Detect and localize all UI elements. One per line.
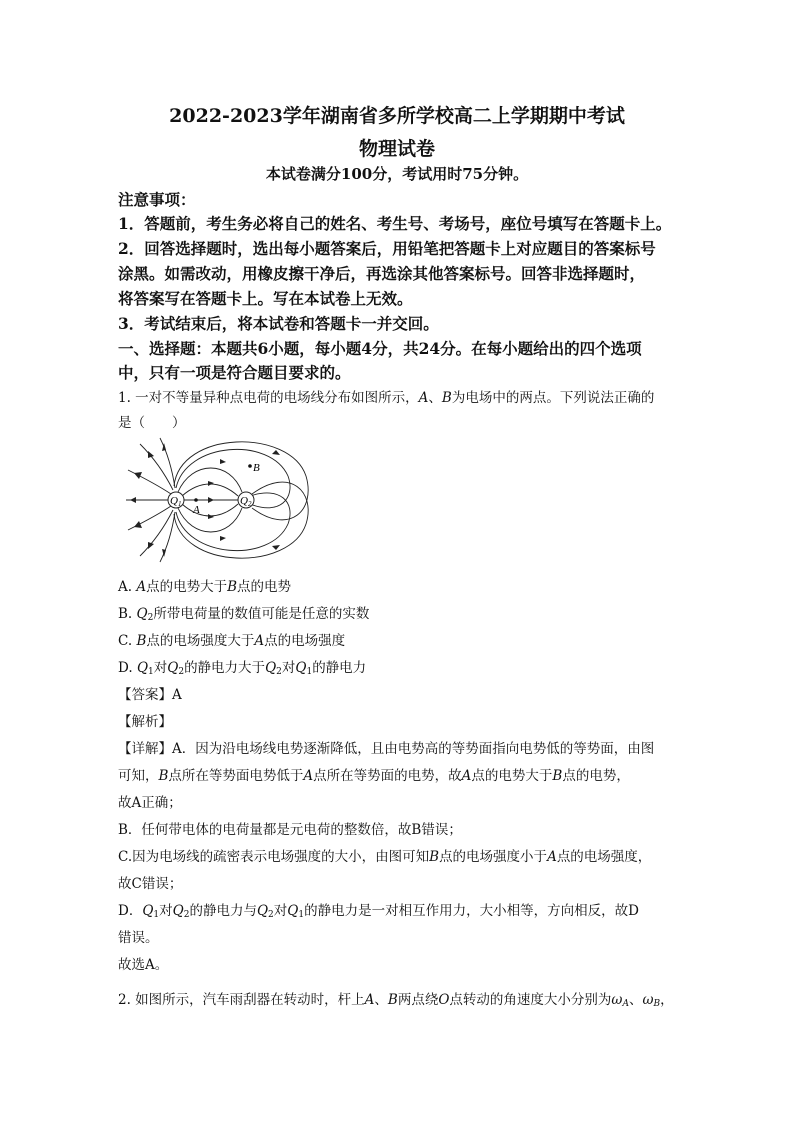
q1-point-b: B bbox=[441, 390, 452, 406]
detail-var: B bbox=[552, 768, 563, 784]
q1-option-b bbox=[118, 602, 369, 623]
option-var: Q bbox=[136, 606, 148, 622]
detail-text: 点的电势， bbox=[562, 768, 630, 784]
field-line bbox=[140, 444, 173, 490]
option-text: 所带电荷量的数值可能是任意的实数 bbox=[153, 606, 370, 622]
detail-text: 点的电势大于 bbox=[471, 768, 553, 784]
q2-text: ， bbox=[660, 992, 674, 1008]
q1-detail-line-8: 错误。 bbox=[118, 930, 159, 946]
q2-var: A bbox=[364, 992, 375, 1008]
note-2-line-2: 涂黑。如需改动，用橡皮擦干净后，再选涂其他答案标号。回答非选择题时， bbox=[118, 264, 646, 283]
notes-heading: 注意事项： bbox=[118, 190, 196, 209]
detail-text: 可知， bbox=[118, 768, 159, 784]
label-a: A bbox=[193, 504, 200, 516]
arrow-head bbox=[208, 481, 214, 486]
detail-text: 点所在等势面电势低于 bbox=[168, 768, 304, 784]
option-letter: D. bbox=[118, 660, 137, 676]
option-letter: A. bbox=[118, 579, 137, 595]
field-line bbox=[128, 506, 171, 530]
q1-detail-line-4: B．任何带电体的电荷量都是元电荷的整数倍，故B错误； bbox=[118, 822, 462, 838]
detail-text: 点所在等势面的电势，故 bbox=[313, 768, 462, 784]
q2-text: 2. 如图所示，汽车雨刮器在转动时，杆上 bbox=[118, 992, 365, 1008]
q2-var: B bbox=[387, 992, 398, 1008]
detail-text: 对 bbox=[273, 903, 288, 919]
question-2-stem bbox=[118, 988, 674, 1009]
arrow-head bbox=[148, 542, 154, 549]
q1-sep: 、 bbox=[428, 390, 442, 406]
arrow-head bbox=[220, 536, 226, 541]
arrow-head bbox=[134, 472, 142, 479]
q2-text: 点转动的角速度大小分别为 bbox=[449, 992, 612, 1008]
q1-point-a: A bbox=[418, 390, 429, 406]
q1-answer: 【答案】A bbox=[118, 687, 182, 703]
detail-text: C.因为电场线的疏密表示电场强度的大小，由图可知 bbox=[118, 849, 430, 865]
detail-text: 的静电力与 bbox=[189, 903, 257, 919]
option-text: 点的电势 bbox=[237, 579, 292, 595]
label-q2: Q2 bbox=[240, 495, 252, 508]
question-1-stem-line-2: 是（ ） bbox=[118, 415, 186, 431]
detail-text: 对 bbox=[159, 903, 173, 919]
arrow-head bbox=[148, 451, 154, 458]
field-line bbox=[178, 468, 242, 492]
detail-sub: 1 bbox=[298, 910, 305, 920]
q1-detail-line-3: 故A正确； bbox=[118, 795, 182, 811]
detail-sub: 1 bbox=[153, 910, 160, 920]
detail-var: A bbox=[461, 768, 472, 784]
q1-detail-line-7 bbox=[118, 899, 639, 920]
arrow-head bbox=[208, 514, 214, 519]
detail-var: Q bbox=[142, 903, 154, 919]
option-sub: 1 bbox=[306, 667, 313, 677]
section-heading-line-2: 中，只有一项是符合题目要求的。 bbox=[118, 363, 351, 382]
field-line bbox=[176, 493, 290, 551]
detail-var: A bbox=[547, 849, 557, 865]
option-sub: 2 bbox=[178, 667, 185, 677]
option-letter: C. bbox=[118, 633, 137, 649]
q1-stem-text: 1. 一对不等量异种点电荷的电场线分布如图所示， bbox=[118, 390, 419, 406]
q1-conclusion: 故选A。 bbox=[118, 957, 169, 973]
option-var: Q bbox=[136, 660, 149, 676]
arrow-head bbox=[130, 497, 136, 503]
option-sub: 2 bbox=[147, 613, 154, 623]
exam-title: 2022-2023学年湖南省多所学校高二上学期期中考试 bbox=[169, 105, 625, 127]
q1-detail-line-5 bbox=[118, 845, 651, 865]
arrow-head bbox=[208, 497, 214, 503]
q1-option-d bbox=[118, 656, 366, 677]
question-1-stem bbox=[118, 386, 654, 406]
q1-option-a bbox=[118, 575, 291, 595]
q1-stem-rest: 为电场中的两点。下列说法正确的 bbox=[451, 390, 655, 406]
field-line bbox=[140, 510, 173, 556]
q2-text: 两点绕 bbox=[397, 992, 439, 1008]
note-2-line-1: 2．回答选择题时，选出每小题答案后，用铅笔把答题卡上对应题目的答案标号 bbox=[118, 239, 656, 258]
detail-var: B bbox=[429, 849, 440, 865]
option-var: B bbox=[227, 579, 238, 595]
option-text: 对 bbox=[281, 660, 296, 676]
field-line bbox=[178, 508, 242, 532]
q1-analysis-heading: 【解析】 bbox=[118, 714, 172, 730]
option-sub: 1 bbox=[148, 667, 154, 677]
option-text: 对 bbox=[153, 660, 168, 676]
omega-sub: B bbox=[653, 999, 661, 1009]
option-text: 点的电场强度 bbox=[264, 633, 346, 649]
option-var: Q bbox=[295, 660, 307, 676]
option-sub: 2 bbox=[276, 667, 282, 677]
arrow-head bbox=[134, 521, 142, 528]
detail-text: 点的电场强度， bbox=[556, 849, 652, 865]
detail-text: 的静电力是一对相互作用力，大小相等，方向相反，故D bbox=[304, 903, 639, 919]
exam-info: 本试卷满分100分，考试用时75分钟。 bbox=[265, 165, 529, 183]
detail-var: B bbox=[158, 768, 169, 784]
q1-option-c bbox=[118, 629, 345, 649]
field-line bbox=[182, 484, 238, 496]
option-var: Q bbox=[167, 660, 179, 676]
q1-detail-line-1: 【详解】A．因为沿电场线电势逐渐降低，且由电势高的等势面指向电势低的等势面，由图 bbox=[118, 741, 655, 757]
option-text: 点的电势大于 bbox=[146, 579, 228, 595]
arrow-head bbox=[220, 459, 226, 464]
field-lines bbox=[126, 438, 308, 562]
note-2-line-3: 将答案写在答题卡上。写在本试卷上无效。 bbox=[118, 289, 413, 308]
q2-var: O bbox=[438, 992, 450, 1008]
detail-text: D． bbox=[118, 903, 143, 919]
omega-symbol: ω bbox=[642, 992, 654, 1008]
q1-detail-line-2 bbox=[118, 764, 630, 784]
omega-symbol: ω bbox=[611, 992, 623, 1008]
option-var: Q bbox=[265, 660, 277, 676]
q2-text: 、 bbox=[374, 992, 388, 1008]
detail-var: Q bbox=[287, 903, 299, 919]
point-b-dot bbox=[248, 464, 252, 468]
arrow-head bbox=[272, 450, 280, 455]
electric-field-diagram bbox=[120, 436, 320, 566]
option-var: A bbox=[136, 579, 147, 595]
option-var: A bbox=[254, 633, 265, 649]
detail-var: Q bbox=[172, 903, 184, 919]
field-line bbox=[176, 449, 290, 507]
omega-sub: A bbox=[622, 999, 629, 1009]
option-text: 的静电力 bbox=[312, 660, 367, 676]
q1-detail-line-6: 故C错误； bbox=[118, 876, 183, 892]
section-heading-line-1: 一、选择题：本题共6小题，每小题4分，共24分。在每小题给出的四个选项 bbox=[118, 339, 642, 358]
subject-title: 物理试卷 bbox=[358, 138, 435, 160]
option-text: 点的电场强度大于 bbox=[146, 633, 255, 649]
q2-text: 、 bbox=[628, 992, 643, 1008]
note-3: 3．考试结束后，将本试卷和答题卡一并交回。 bbox=[118, 314, 439, 333]
detail-text: 点的电场强度小于 bbox=[439, 849, 548, 865]
point-a-dot bbox=[194, 498, 198, 502]
detail-sub: 2 bbox=[268, 910, 274, 920]
label-q1: Q1 bbox=[170, 495, 182, 508]
option-letter: B. bbox=[118, 606, 137, 622]
detail-var: A bbox=[303, 768, 314, 784]
field-line bbox=[182, 504, 238, 516]
note-1: 1．答题前，考生务必将自己的姓名、考生号、考场号，座位号填写在答题卡上。 bbox=[118, 214, 672, 233]
detail-sub: 2 bbox=[183, 910, 190, 920]
label-b: B bbox=[253, 462, 260, 474]
detail-var: Q bbox=[256, 903, 269, 919]
option-var: B bbox=[136, 633, 147, 649]
option-text: 的静电力大于 bbox=[184, 660, 266, 676]
field-line bbox=[128, 470, 171, 494]
arrow-head bbox=[272, 545, 280, 550]
